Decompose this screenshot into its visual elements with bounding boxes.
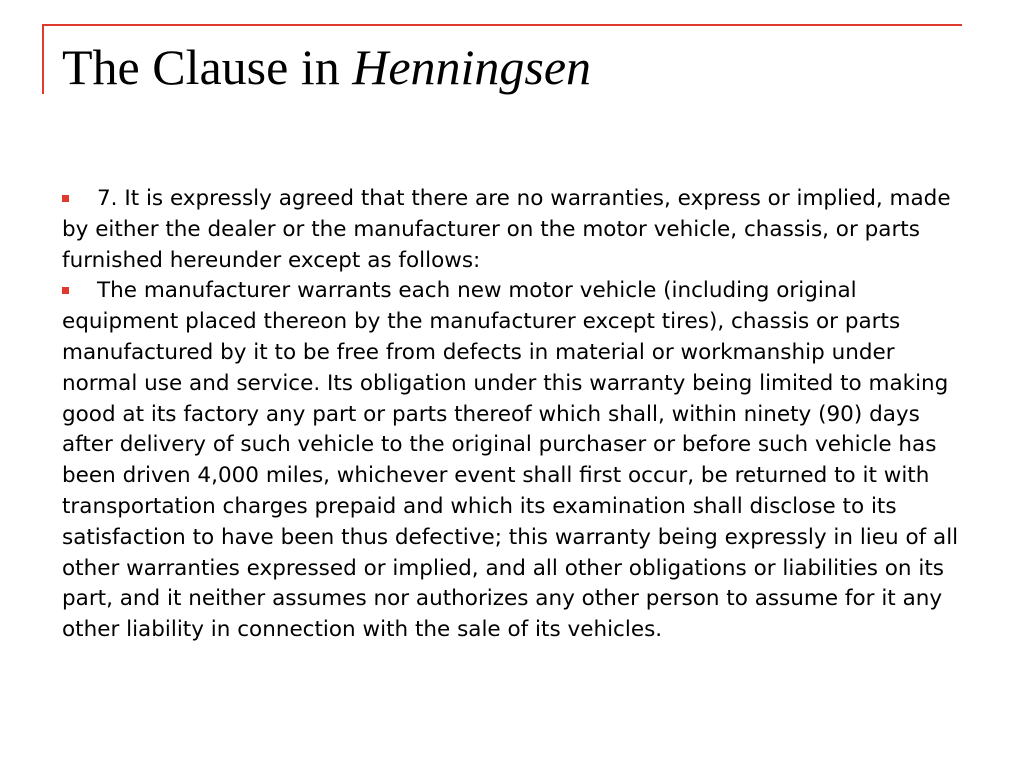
slide-title-case-name: Henningsen <box>352 39 592 95</box>
title-accent-top-line <box>42 24 962 26</box>
slide-title-text: The Clause in <box>62 39 353 95</box>
square-bullet-icon <box>62 195 69 202</box>
title-accent-left-line <box>42 24 44 94</box>
bullet-text: 7. It is expressly agreed that there are no warranties, express or implied, made by either the dealer or the manufacturer on the motor vehicle, chassis, or parts furnished hereunder except as follows: <box>62 186 951 273</box>
bullet-list <box>62 184 972 646</box>
bullet-text: The manufacturer warrants each new motor vehicle (including original equipment placed thereon by the manufacturer except tires), chassis or parts manufactured by it to be free from defects in material or workmanship under normal use and service. Its obligation under this warranty being limited to making good at its factory any part or parts thereof which shall, within ninety (90) days after delivery of such vehicle to the original purchaser or before such vehicle has been driven 4,000 miles, whichever event shall first occur, be returned to it with transportation charges prepaid and which its examination shall disclose to its satisfaction to have been thus defective; this warranty being expressly in lieu of all other warranties expressed or implied, and all other obligations or liabilities on its part, and it neither assumes nor authorizes any other person to assume for it any other liability in connection with the sale of its vehicles. <box>62 278 959 643</box>
square-bullet-icon <box>62 287 69 294</box>
bullet-item <box>62 184 972 276</box>
bullet-item <box>62 276 972 646</box>
slide-title <box>62 40 591 95</box>
